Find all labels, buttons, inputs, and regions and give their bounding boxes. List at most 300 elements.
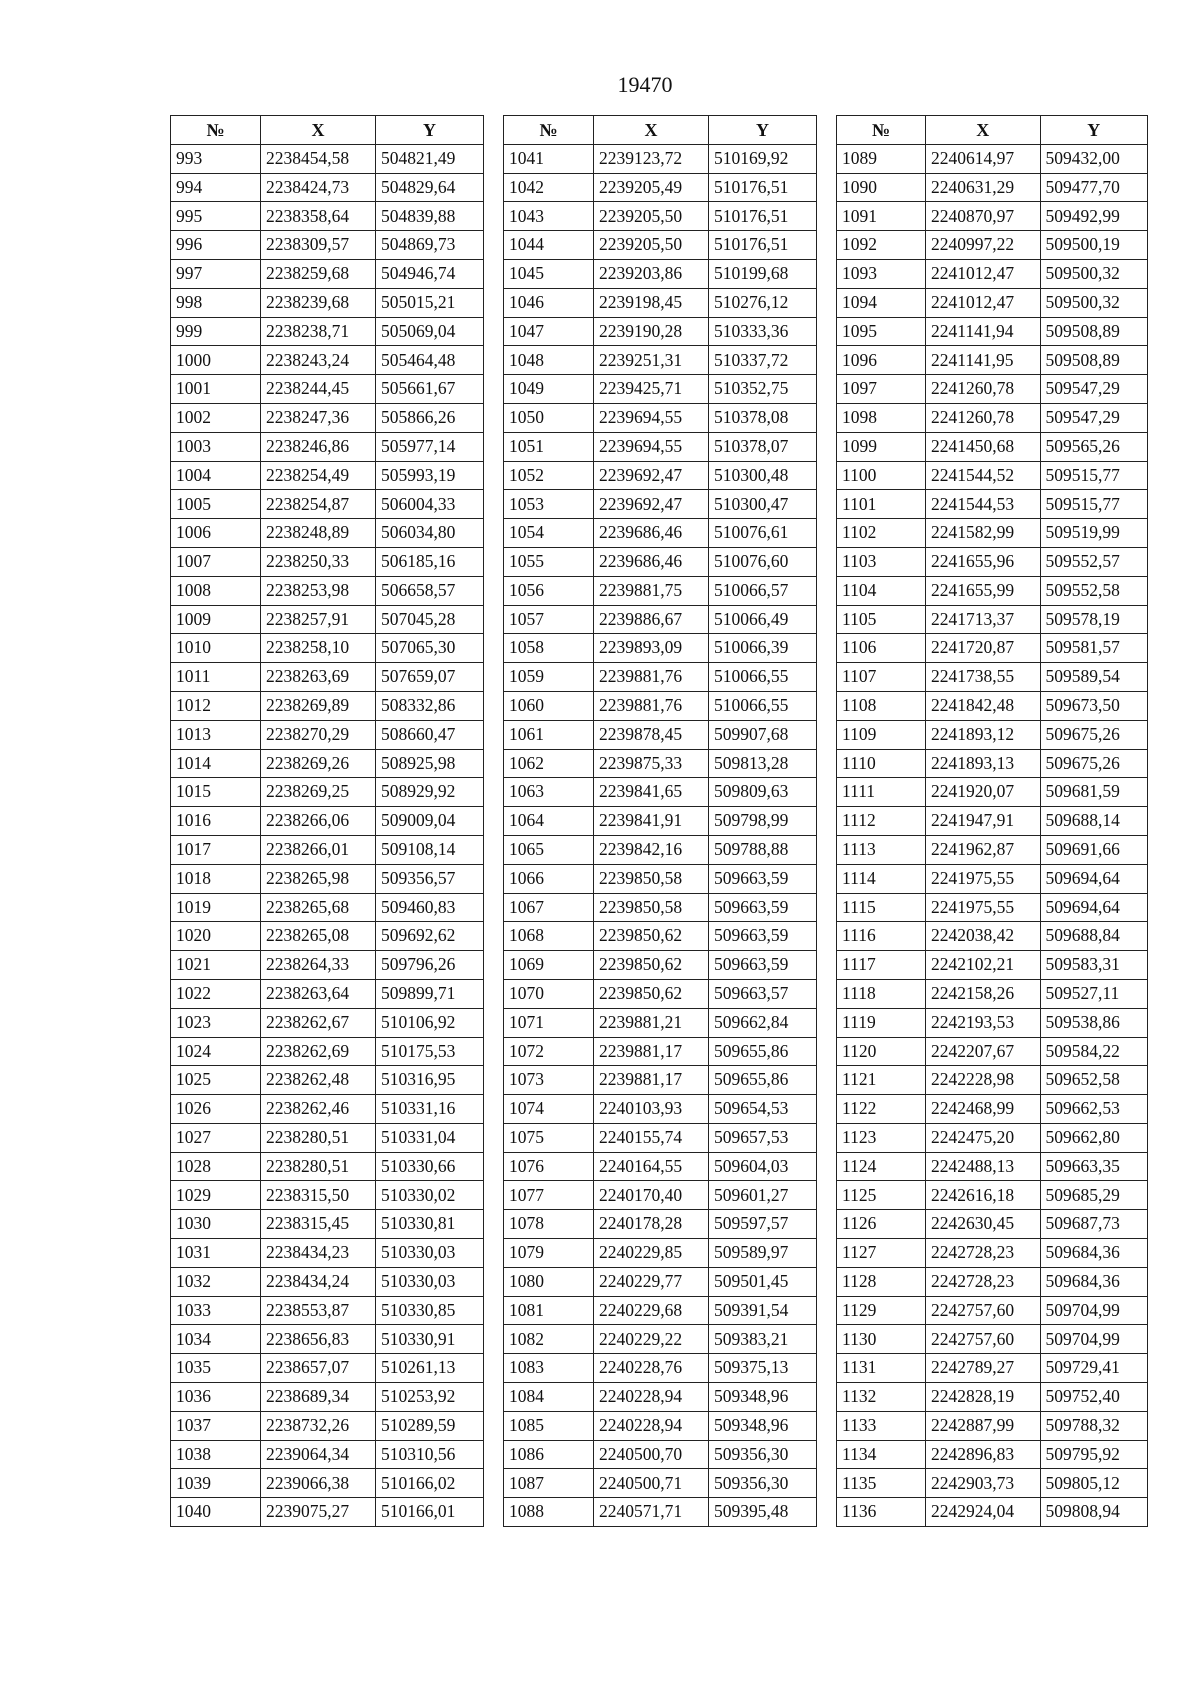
point-number-cell: 1049 [504,375,594,404]
y-coordinate-cell: 509460,83 [376,893,484,922]
x-coordinate-cell: 2238315,45 [261,1210,376,1239]
x-coordinate-cell: 2238265,68 [261,893,376,922]
x-coordinate-cell: 2240229,77 [594,1267,709,1296]
table-row [837,346,1148,375]
x-coordinate-cell: 2238258,10 [261,634,376,663]
point-number-cell: 1002 [171,403,261,432]
point-number-cell: 1097 [837,375,926,404]
table-row [171,144,484,173]
y-coordinate-cell: 504821,49 [376,144,484,173]
x-coordinate-cell: 2242728,23 [926,1239,1040,1268]
x-coordinate-cell: 2239251,31 [594,346,709,375]
x-coordinate-cell: 2240155,74 [594,1123,709,1152]
point-number-cell: 1066 [504,864,594,893]
x-coordinate-cell: 2238269,25 [261,778,376,807]
point-number-cell: 1050 [504,403,594,432]
y-coordinate-cell: 506034,80 [376,519,484,548]
y-coordinate-cell: 509552,58 [1040,576,1147,605]
point-number-cell: 1024 [171,1037,261,1066]
y-coordinate-cell: 508660,47 [376,720,484,749]
x-coordinate-cell: 2241141,94 [926,317,1040,346]
x-coordinate-cell: 2238250,33 [261,547,376,576]
x-coordinate-cell: 2239850,62 [594,951,709,980]
point-number-cell: 1071 [504,1008,594,1037]
point-number-cell: 1124 [837,1152,926,1181]
x-coordinate-cell: 2239205,49 [594,173,709,202]
table-row [171,231,484,260]
x-coordinate-cell: 2238454,58 [261,144,376,173]
point-number-cell: 1021 [171,951,261,980]
y-coordinate-cell: 506004,33 [376,490,484,519]
x-coordinate-cell: 2241544,53 [926,490,1040,519]
header-number: № [171,116,261,145]
table-row [171,1498,484,1527]
point-number-cell: 1104 [837,576,926,605]
point-number-cell: 1064 [504,807,594,836]
point-number-cell: 1134 [837,1440,926,1469]
table-row [837,519,1148,548]
coordinate-table-2 [503,115,817,1527]
point-number-cell: 1053 [504,490,594,519]
x-coordinate-cell: 2238315,50 [261,1181,376,1210]
table-row [504,663,817,692]
point-number-cell: 1080 [504,1267,594,1296]
x-coordinate-cell: 2239875,33 [594,749,709,778]
y-coordinate-cell: 510175,53 [376,1037,484,1066]
x-coordinate-cell: 2240103,93 [594,1095,709,1124]
x-coordinate-cell: 2242887,99 [926,1411,1040,1440]
table-row [171,1066,484,1095]
point-number-cell: 996 [171,231,261,260]
point-number-cell: 993 [171,144,261,173]
y-coordinate-cell: 509565,26 [1040,432,1147,461]
table-row [837,432,1148,461]
y-coordinate-cell: 509581,57 [1040,634,1147,663]
y-coordinate-cell: 507659,07 [376,663,484,692]
y-coordinate-cell: 509795,92 [1040,1440,1147,1469]
table-row [837,979,1148,1008]
point-number-cell: 1046 [504,288,594,317]
table-row [504,259,817,288]
y-coordinate-cell: 510076,61 [709,519,817,548]
table-row [504,835,817,864]
point-number-cell: 1086 [504,1440,594,1469]
y-coordinate-cell: 509752,40 [1040,1383,1147,1412]
table-row [171,1095,484,1124]
x-coordinate-cell: 2238248,89 [261,519,376,548]
point-number-cell: 1101 [837,490,926,519]
table-row [837,1210,1148,1239]
y-coordinate-cell: 510261,13 [376,1354,484,1383]
x-coordinate-cell: 2241738,55 [926,663,1040,692]
point-number-cell: 1065 [504,835,594,864]
y-coordinate-cell: 509907,68 [709,720,817,749]
x-coordinate-cell: 2241582,99 [926,519,1040,548]
table-row [504,864,817,893]
point-number-cell: 1003 [171,432,261,461]
point-number-cell: 1004 [171,461,261,490]
point-number-cell: 1025 [171,1066,261,1095]
point-number-cell: 1092 [837,231,926,260]
y-coordinate-cell: 509348,96 [709,1411,817,1440]
table-row [837,1267,1148,1296]
y-coordinate-cell: 509432,00 [1040,144,1147,173]
point-number-cell: 1135 [837,1469,926,1498]
table-row [837,634,1148,663]
x-coordinate-cell: 2242616,18 [926,1181,1040,1210]
point-number-cell: 1048 [504,346,594,375]
table-row [837,461,1148,490]
page-number: 19470 [617,72,673,97]
x-coordinate-cell: 2239881,17 [594,1037,709,1066]
table-row [837,778,1148,807]
point-number-cell: 1072 [504,1037,594,1066]
x-coordinate-cell: 2239425,71 [594,375,709,404]
x-coordinate-cell: 2242102,21 [926,951,1040,980]
table-row [171,317,484,346]
x-coordinate-cell: 2240571,71 [594,1498,709,1527]
table-row [837,375,1148,404]
point-number-cell: 1023 [171,1008,261,1037]
table-row [837,1325,1148,1354]
point-number-cell: 1074 [504,1095,594,1124]
y-coordinate-cell: 505866,26 [376,403,484,432]
x-coordinate-cell: 2238253,98 [261,576,376,605]
x-coordinate-cell: 2239850,58 [594,864,709,893]
table-row [837,288,1148,317]
x-coordinate-cell: 2239686,46 [594,547,709,576]
point-number-cell: 998 [171,288,261,317]
table-row [504,1296,817,1325]
table-row [171,346,484,375]
x-coordinate-cell: 2242828,19 [926,1383,1040,1412]
y-coordinate-cell: 504829,64 [376,173,484,202]
y-coordinate-cell: 510316,95 [376,1066,484,1095]
table-row [171,1008,484,1037]
x-coordinate-cell: 2240997,22 [926,231,1040,260]
x-coordinate-cell: 2242903,73 [926,1469,1040,1498]
point-number-cell: 1038 [171,1440,261,1469]
table-row [837,1354,1148,1383]
y-coordinate-cell: 509663,57 [709,979,817,1008]
y-coordinate-cell: 510352,75 [709,375,817,404]
table-header-row [837,116,1148,145]
x-coordinate-cell: 2238732,26 [261,1411,376,1440]
point-number-cell: 1131 [837,1354,926,1383]
table-row [504,749,817,778]
table-row [171,519,484,548]
y-coordinate-cell: 509673,50 [1040,691,1147,720]
point-number-cell: 1118 [837,979,926,1008]
point-number-cell: 1006 [171,519,261,548]
point-number-cell: 1067 [504,893,594,922]
x-coordinate-cell: 2239075,27 [261,1498,376,1527]
point-number-cell: 1061 [504,720,594,749]
y-coordinate-cell: 510337,72 [709,346,817,375]
point-number-cell: 1127 [837,1239,926,1268]
y-coordinate-cell: 510066,49 [709,605,817,634]
point-number-cell: 1011 [171,663,261,692]
x-coordinate-cell: 2238280,51 [261,1152,376,1181]
x-coordinate-cell: 2241893,12 [926,720,1040,749]
x-coordinate-cell: 2242789,27 [926,1354,1040,1383]
y-coordinate-cell: 505069,04 [376,317,484,346]
table-row [171,375,484,404]
y-coordinate-cell: 509788,32 [1040,1411,1147,1440]
y-coordinate-cell: 509477,70 [1040,173,1147,202]
table-row [837,1411,1148,1440]
point-number-cell: 1037 [171,1411,261,1440]
table-row [171,605,484,634]
table-row [504,432,817,461]
y-coordinate-cell: 509688,84 [1040,922,1147,951]
y-coordinate-cell: 510331,04 [376,1123,484,1152]
table-row [837,1383,1148,1412]
table-row [837,1095,1148,1124]
y-coordinate-cell: 509009,04 [376,807,484,836]
y-coordinate-cell: 509662,53 [1040,1095,1147,1124]
x-coordinate-cell: 2238269,26 [261,749,376,778]
table-row [171,1325,484,1354]
y-coordinate-cell: 510199,68 [709,259,817,288]
point-number-cell: 1091 [837,202,926,231]
y-coordinate-cell: 509684,36 [1040,1239,1147,1268]
table-row [171,202,484,231]
table-row [837,1498,1148,1527]
point-number-cell: 1109 [837,720,926,749]
x-coordinate-cell: 2238263,64 [261,979,376,1008]
table-row [837,864,1148,893]
x-coordinate-cell: 2241450,68 [926,432,1040,461]
table-row [171,432,484,461]
point-number-cell: 1007 [171,547,261,576]
point-number-cell: 1077 [504,1181,594,1210]
table-row [504,1325,817,1354]
y-coordinate-cell: 510253,92 [376,1383,484,1412]
y-coordinate-cell: 509500,32 [1040,259,1147,288]
y-coordinate-cell: 509604,03 [709,1152,817,1181]
point-number-cell: 1081 [504,1296,594,1325]
coordinate-table-1 [170,115,484,1527]
table-row [504,1411,817,1440]
point-number-cell: 1106 [837,634,926,663]
table-row [837,1239,1148,1268]
point-number-cell: 1105 [837,605,926,634]
table-row [171,893,484,922]
y-coordinate-cell: 509808,94 [1040,1498,1147,1527]
y-coordinate-cell: 510176,51 [709,173,817,202]
point-number-cell: 999 [171,317,261,346]
y-coordinate-cell: 509515,77 [1040,490,1147,519]
table-row [504,1210,817,1239]
y-coordinate-cell: 509519,99 [1040,519,1147,548]
y-coordinate-cell: 510276,12 [709,288,817,317]
table-row [504,893,817,922]
x-coordinate-cell: 2238269,89 [261,691,376,720]
y-coordinate-cell: 510076,60 [709,547,817,576]
x-coordinate-cell: 2238247,36 [261,403,376,432]
x-coordinate-cell: 2238264,33 [261,951,376,980]
table-row [171,1469,484,1498]
y-coordinate-cell: 509356,30 [709,1469,817,1498]
y-coordinate-cell: 510333,36 [709,317,817,346]
point-number-cell: 1108 [837,691,926,720]
x-coordinate-cell: 2239881,75 [594,576,709,605]
table-row [504,691,817,720]
table-row [504,576,817,605]
y-coordinate-cell: 510300,48 [709,461,817,490]
table-row [171,1383,484,1412]
y-coordinate-cell: 510066,39 [709,634,817,663]
y-coordinate-cell: 510300,47 [709,490,817,519]
point-number-cell: 1043 [504,202,594,231]
table-row [171,778,484,807]
point-number-cell: 1069 [504,951,594,980]
table-row [837,231,1148,260]
x-coordinate-cell: 2240500,71 [594,1469,709,1498]
x-coordinate-cell: 2239886,67 [594,605,709,634]
point-number-cell: 1030 [171,1210,261,1239]
table-row [504,1037,817,1066]
table-row [504,519,817,548]
x-coordinate-cell: 2240170,40 [594,1181,709,1210]
table-row [837,317,1148,346]
point-number-cell: 1057 [504,605,594,634]
x-coordinate-cell: 2239881,21 [594,1008,709,1037]
table-row [837,691,1148,720]
y-coordinate-cell: 510166,02 [376,1469,484,1498]
point-number-cell: 1039 [171,1469,261,1498]
point-number-cell: 1136 [837,1498,926,1527]
x-coordinate-cell: 2238259,68 [261,259,376,288]
header-x: X [261,116,376,145]
y-coordinate-cell: 505464,48 [376,346,484,375]
point-number-cell: 1035 [171,1354,261,1383]
table-row [837,605,1148,634]
point-number-cell: 1062 [504,749,594,778]
y-coordinate-cell: 509589,54 [1040,663,1147,692]
y-coordinate-cell: 509788,88 [709,835,817,864]
point-number-cell: 1073 [504,1066,594,1095]
x-coordinate-cell: 2238263,69 [261,663,376,692]
y-coordinate-cell: 509356,57 [376,864,484,893]
table-row [171,663,484,692]
table-row [837,951,1148,980]
x-coordinate-cell: 2239850,62 [594,979,709,1008]
table-row [837,749,1148,778]
x-coordinate-cell: 2241975,55 [926,864,1040,893]
table-row [171,1152,484,1181]
table-row [171,979,484,1008]
point-number-cell: 1122 [837,1095,926,1124]
point-number-cell: 994 [171,173,261,202]
point-number-cell: 1089 [837,144,926,173]
x-coordinate-cell: 2239694,55 [594,432,709,461]
y-coordinate-cell: 508925,98 [376,749,484,778]
x-coordinate-cell: 2241260,78 [926,375,1040,404]
x-coordinate-cell: 2240178,28 [594,1210,709,1239]
y-coordinate-cell: 504946,74 [376,259,484,288]
point-number-cell: 1102 [837,519,926,548]
y-coordinate-cell: 509654,53 [709,1095,817,1124]
y-coordinate-cell: 510066,57 [709,576,817,605]
x-coordinate-cell: 2239893,09 [594,634,709,663]
x-coordinate-cell: 2239692,47 [594,490,709,519]
x-coordinate-cell: 2239692,47 [594,461,709,490]
y-coordinate-cell: 509501,45 [709,1267,817,1296]
table-row [837,720,1148,749]
x-coordinate-cell: 2240614,97 [926,144,1040,173]
point-number-cell: 1013 [171,720,261,749]
point-number-cell: 1027 [171,1123,261,1152]
point-number-cell: 1019 [171,893,261,922]
table-row [504,375,817,404]
y-coordinate-cell: 509583,31 [1040,951,1147,980]
point-number-cell: 1099 [837,432,926,461]
x-coordinate-cell: 2239841,65 [594,778,709,807]
point-number-cell: 1114 [837,864,926,893]
point-number-cell: 1020 [171,922,261,951]
table-row [837,1037,1148,1066]
point-number-cell: 1123 [837,1123,926,1152]
x-coordinate-cell: 2239841,91 [594,807,709,836]
header-number: № [504,116,594,145]
point-number-cell: 1040 [171,1498,261,1527]
x-coordinate-cell: 2240164,55 [594,1152,709,1181]
table-row [171,1267,484,1296]
table-row [171,1210,484,1239]
table-row [504,1008,817,1037]
y-coordinate-cell: 509899,71 [376,979,484,1008]
table-row [504,403,817,432]
y-coordinate-cell: 510330,81 [376,1210,484,1239]
header-y: Y [1040,116,1147,145]
x-coordinate-cell: 2241962,87 [926,835,1040,864]
table-row [171,1123,484,1152]
table-row [504,490,817,519]
x-coordinate-cell: 2240631,29 [926,173,1040,202]
point-number-cell: 1022 [171,979,261,1008]
y-coordinate-cell: 509375,13 [709,1354,817,1383]
x-coordinate-cell: 2239850,58 [594,893,709,922]
point-number-cell: 1033 [171,1296,261,1325]
point-number-cell: 1042 [504,173,594,202]
y-coordinate-cell: 509584,22 [1040,1037,1147,1066]
table-row [504,778,817,807]
table-row [171,634,484,663]
point-number-cell: 1001 [171,375,261,404]
x-coordinate-cell: 2240229,68 [594,1296,709,1325]
x-coordinate-cell: 2240228,94 [594,1411,709,1440]
x-coordinate-cell: 2239203,86 [594,259,709,288]
y-coordinate-cell: 509527,11 [1040,979,1147,1008]
table-row [504,720,817,749]
table-row [837,1152,1148,1181]
table-row [171,403,484,432]
y-coordinate-cell: 510378,08 [709,403,817,432]
x-coordinate-cell: 2239205,50 [594,202,709,231]
point-number-cell: 1103 [837,547,926,576]
y-coordinate-cell: 509675,26 [1040,720,1147,749]
y-coordinate-cell: 509655,86 [709,1037,817,1066]
x-coordinate-cell: 2239123,72 [594,144,709,173]
y-coordinate-cell: 509798,99 [709,807,817,836]
y-coordinate-cell: 509578,19 [1040,605,1147,634]
x-coordinate-cell: 2242475,20 [926,1123,1040,1152]
table-row [837,893,1148,922]
x-coordinate-cell: 2238262,69 [261,1037,376,1066]
x-coordinate-cell: 2242630,45 [926,1210,1040,1239]
